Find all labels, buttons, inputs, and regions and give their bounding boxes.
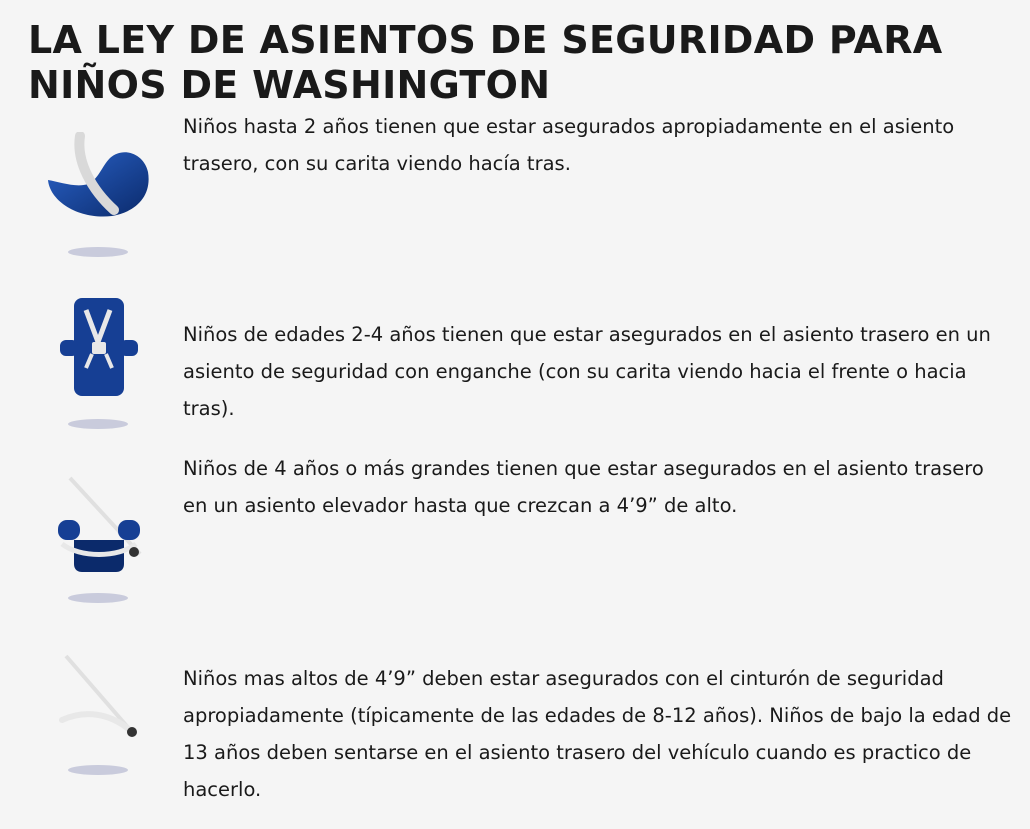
rule-text: Niños hasta 2 años tienen que estar asegurados apropiadamente en el asiento trasero, con su carita viendo hacía tras. [183, 115, 955, 175]
page-title: LA LEY DE ASIENTOS DE SEGURIDAD PARA NIÑOS DE WASHINGTON [28, 18, 943, 107]
booster-seat-icon [40, 474, 156, 608]
rule-text: Niños mas altos de 4’9” deben estar asegurados con el cinturón de seguridad apropiadamente (típicamente de las edades de 8-12 años). Niños de bajo la edad de 13 años deben sentarse en el asiento trasero del vehículo cuando es practico de hacerlo. [183, 667, 1012, 801]
rule-text: Niños de edades 2-4 años tienen que estar asegurados en el asiento trasero en un asiento de seguridad con enganche (con su carita viendo hacia el frente o hacia tras). [183, 323, 991, 420]
rear-facing-infant-seat-icon [40, 132, 156, 264]
seat-belt-icon [40, 654, 156, 784]
harness-car-seat-icon [40, 296, 156, 436]
rule-text: Niños de 4 años o más grandes tienen que estar asegurados en el asiento trasero en un asiento elevador hasta que crezcan a 4’9” de alto. [183, 457, 984, 517]
